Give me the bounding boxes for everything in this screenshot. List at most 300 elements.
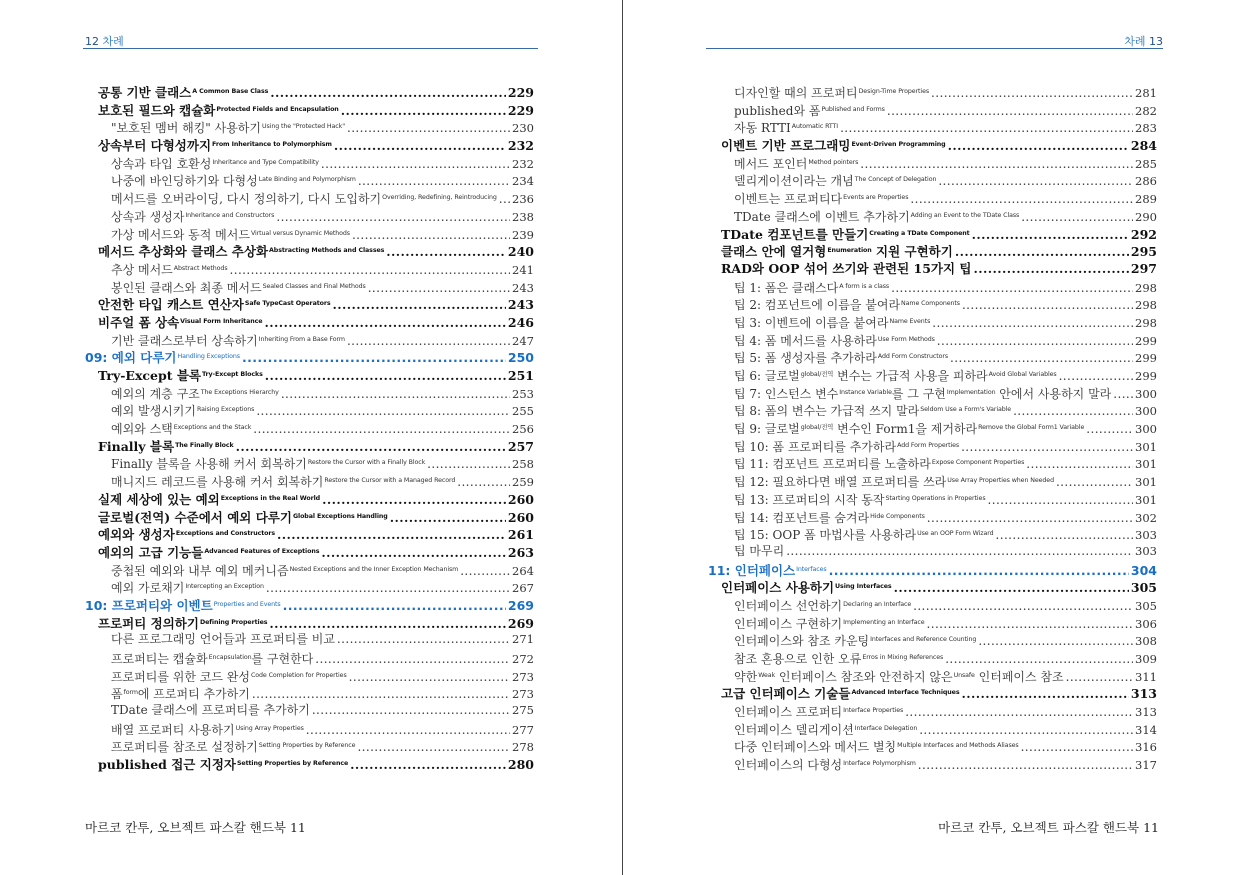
toc-entry-english-subtitle: Interface Properties bbox=[843, 707, 904, 715]
toc-entry-title bbox=[98, 437, 234, 455]
toc-page-number: 282 bbox=[1135, 103, 1157, 118]
toc-leader-dots bbox=[266, 580, 510, 596]
toc-section-entry bbox=[708, 136, 1157, 154]
toc-leader-dots bbox=[321, 156, 510, 172]
toc-leader-dots bbox=[334, 137, 506, 154]
toc-subsection-entry bbox=[708, 437, 1157, 455]
toc-entry-english-subtitle: Nested Exceptions and the Inner Exception Mechanism bbox=[289, 565, 459, 573]
toc-list-right bbox=[708, 83, 1157, 773]
toc-subsection-entry bbox=[85, 649, 534, 667]
toc-page-number: 275 bbox=[512, 703, 534, 718]
toc-entry-title-text: TDate 클래스에 이벤트 추가하기 bbox=[734, 209, 910, 224]
toc-section-entry bbox=[85, 313, 534, 331]
toc-page-number: 281 bbox=[1135, 86, 1157, 100]
toc-subsection-entry bbox=[85, 737, 534, 755]
toc-entry-title bbox=[734, 83, 929, 101]
toc-section-entry bbox=[708, 260, 1157, 278]
toc-entry-title bbox=[721, 260, 972, 278]
toc-subsection-entry bbox=[85, 260, 534, 278]
toc-page-number: 243 bbox=[512, 280, 534, 295]
toc-entry-title-text: 팁 9: 글로벌 bbox=[734, 422, 800, 437]
toc-entry-title bbox=[734, 490, 986, 508]
toc-subsection-entry bbox=[708, 313, 1157, 331]
toc-leader-dots bbox=[945, 651, 1133, 667]
toc-entry-title-text: 배열 프로퍼티 사용하기 bbox=[111, 722, 235, 737]
toc-leader-dots bbox=[972, 226, 1129, 243]
toc-entry-english-subtitle: Encapsulation bbox=[208, 654, 252, 661]
toc-entry-english-subtitle: Properties and Events bbox=[213, 600, 281, 608]
toc-page-number: 289 bbox=[1135, 192, 1157, 207]
toc-entry-english-subtitle: From Inheritance to Polymorphism bbox=[212, 141, 332, 149]
toc-entry-title bbox=[111, 331, 345, 349]
toc-entry-english-subtitle: global/전역 bbox=[800, 371, 834, 378]
header-page-number: 12 bbox=[85, 35, 99, 48]
toc-page-number: 292 bbox=[1130, 226, 1157, 242]
toc-entry-title-text: 메서드를 오버라이딩, 다시 정의하기, 다시 도입하기 bbox=[111, 192, 382, 207]
toc-entry-title bbox=[734, 331, 935, 349]
toc-entry-title bbox=[98, 295, 331, 313]
toc-entry-title-text: 폼 bbox=[111, 687, 123, 702]
toc-entry-english-subtitle: Overriding, Redefining, Reintroducing bbox=[382, 194, 497, 202]
toc-entry-title-text: 추상 메서드 bbox=[111, 262, 173, 277]
toc-leader-dots bbox=[427, 456, 510, 472]
toc-entry-title-text: 지원 구현하기 bbox=[871, 244, 953, 260]
toc-entry-title bbox=[734, 419, 1084, 437]
toc-entry-title bbox=[721, 225, 970, 243]
toc-entry-english-subtitle: Enumeration bbox=[827, 247, 872, 255]
toc-entry-title-text: 인터페이스와 참조 카운팅 bbox=[734, 634, 870, 649]
toc-entry-title-text: 실제 세상에 있는 예외 bbox=[98, 491, 220, 507]
toc-page-number: 308 bbox=[1135, 634, 1157, 649]
toc-entry-title bbox=[111, 278, 366, 296]
toc-entry-english-subtitle: Name Components bbox=[901, 300, 960, 308]
toc-subsection-entry bbox=[85, 561, 534, 579]
toc-subsection-entry bbox=[85, 472, 534, 490]
toc-leader-dots bbox=[905, 704, 1133, 720]
toc-leader-dots bbox=[950, 350, 1133, 366]
toc-entry-title-text: 프로퍼티를 참조로 설정하기 bbox=[111, 740, 258, 755]
toc-entry-english-subtitle: Using Array Properties bbox=[235, 724, 304, 732]
toc-leader-dots bbox=[270, 84, 506, 101]
toc-entry-title bbox=[734, 525, 994, 543]
header-page-number: 13 bbox=[1149, 35, 1163, 48]
toc-leader-dots bbox=[347, 120, 510, 136]
toc-entry-english-subtitle: Raising Exceptions bbox=[196, 406, 255, 414]
toc-entry-english-subtitle: Seldom Use a Form's Variable bbox=[920, 406, 1012, 414]
toc-entry-title bbox=[734, 614, 925, 632]
toc-entry-title-text: 가상 메서드와 동적 메서드 bbox=[111, 227, 250, 242]
toc-subsection-entry bbox=[708, 702, 1157, 720]
toc-entry-english-subtitle: Virtual versus Dynamic Methods bbox=[250, 229, 350, 237]
toc-subsection-entry bbox=[85, 401, 534, 419]
toc-entry-title-text: 상속과 생성자 bbox=[111, 209, 185, 224]
toc-page-number: 267 bbox=[512, 581, 534, 596]
toc-leader-dots bbox=[265, 367, 506, 384]
toc-subsection-entry bbox=[708, 649, 1157, 667]
toc-entry-english-subtitle: Interfaces and Reference Counting bbox=[870, 636, 977, 644]
toc-page-number: 311 bbox=[1135, 669, 1157, 684]
toc-page-number: 264 bbox=[512, 563, 534, 578]
toc-entry-title-text: TDate 컴포넌트를 만들기 bbox=[721, 226, 869, 242]
toc-entry-title bbox=[734, 118, 838, 136]
toc-subsection-entry bbox=[708, 631, 1157, 649]
toc-subsection-entry bbox=[85, 331, 534, 349]
toc-entry-english-subtitle: Hide Components bbox=[870, 512, 925, 520]
toc-leader-dots bbox=[937, 333, 1133, 349]
toc-page-number: 260 bbox=[507, 491, 534, 507]
toc-entry-english-subtitle: Creating a TDate Component bbox=[869, 229, 970, 237]
toc-entry-title-text: 중첩된 예외와 내부 예외 메커니즘 bbox=[111, 563, 289, 578]
toc-entry-english-subtitle: Abstract Methods bbox=[173, 264, 228, 272]
toc-entry-english-subtitle: Name Events bbox=[889, 317, 931, 325]
toc-entry-english-subtitle: Erros in Mixing References bbox=[862, 654, 944, 661]
toc-entry-title bbox=[734, 631, 976, 649]
toc-leader-dots bbox=[1086, 421, 1133, 437]
toc-entry-title bbox=[111, 207, 274, 225]
toc-entry-title-text: "보호된 멤버 해킹" 사용하기 bbox=[111, 121, 261, 136]
toc-leader-dots bbox=[860, 156, 1133, 172]
toc-page-number: 313 bbox=[1130, 686, 1157, 702]
toc-entry-title bbox=[734, 207, 1019, 225]
toc-leader-dots bbox=[276, 209, 510, 225]
toc-leader-dots bbox=[337, 631, 510, 649]
toc-entry-title bbox=[98, 366, 263, 384]
toc-entry-title-text: 인터페이스 델리게이션 bbox=[734, 722, 854, 737]
toc-leader-dots bbox=[894, 579, 1129, 596]
toc-entry-title bbox=[111, 260, 228, 278]
toc-entry-title-text: 에 프로퍼티 추가하기 bbox=[137, 687, 250, 702]
toc-page-number: 246 bbox=[507, 314, 534, 330]
toc-leader-dots bbox=[358, 173, 510, 189]
toc-leader-dots bbox=[230, 262, 511, 278]
toc-entry-title-text: 다른 프로그래밍 언어들과 프로퍼티를 비교 bbox=[111, 632, 335, 647]
toc-page-number: 297 bbox=[1130, 260, 1157, 276]
toc-subsection-entry bbox=[85, 207, 534, 225]
toc-section-entry bbox=[708, 684, 1157, 702]
toc-leader-dots bbox=[386, 243, 506, 260]
toc-entry-title bbox=[111, 631, 335, 649]
toc-entry-english-subtitle: The Concept of Delegation bbox=[854, 176, 937, 184]
toc-subsection-entry bbox=[85, 631, 534, 649]
toc-entry-english-subtitle: Inheriting From a Base Form bbox=[258, 335, 345, 343]
toc-entry-title bbox=[721, 684, 959, 702]
toc-entry-title bbox=[734, 472, 1054, 490]
toc-page-number: 304 bbox=[1130, 562, 1157, 578]
toc-page-number: 271 bbox=[512, 632, 534, 647]
toc-entry-english-subtitle: Try-Except Blocks bbox=[202, 371, 263, 378]
toc-leader-dots bbox=[931, 85, 1133, 101]
toc-subsection-entry bbox=[708, 614, 1157, 632]
toc-entry-english-subtitle: Multiple Interfaces and Methods Aliases bbox=[897, 742, 1019, 750]
toc-entry-title-text: 이벤트 기반 프로그래밍 bbox=[721, 138, 851, 154]
toc-entry-title bbox=[111, 189, 497, 207]
toc-entry-title bbox=[111, 702, 310, 720]
toc-entry-title-text: published 접근 지정자 bbox=[98, 757, 236, 773]
toc-entry-title-text: 를 구현한다 bbox=[251, 652, 314, 666]
toc-page-number: 305 bbox=[1130, 580, 1157, 596]
toc-subsection-entry bbox=[708, 755, 1157, 773]
toc-section-entry bbox=[85, 490, 534, 508]
toc-leader-dots bbox=[499, 191, 510, 207]
toc-page-number: 314 bbox=[1135, 722, 1157, 737]
toc-entry-title-text: 나중에 바인딩하기와 다형성 bbox=[111, 174, 258, 189]
toc-entry-title-text: 팁 6: 글로벌 bbox=[734, 369, 800, 383]
toc-leader-dots bbox=[312, 702, 510, 720]
toc-entry-title-text: 메서드 포인터 bbox=[734, 156, 808, 171]
toc-page-number: 241 bbox=[512, 262, 534, 277]
toc-section-entry bbox=[85, 242, 534, 260]
toc-entry-english-subtitle: Inheritance and Constructors bbox=[185, 211, 275, 219]
toc-entry-title bbox=[734, 720, 917, 738]
toc-entry-english-subtitle: Exceptions in the Real World bbox=[220, 494, 321, 502]
toc-subsection-entry bbox=[85, 667, 534, 685]
right-page bbox=[623, 0, 1246, 875]
toc-subsection-entry bbox=[708, 472, 1157, 490]
toc-page-number: 257 bbox=[507, 438, 534, 454]
toc-leader-dots bbox=[253, 421, 510, 437]
toc-entry-title-text: 10: 프로퍼티와 이벤트 bbox=[85, 597, 213, 613]
toc-entry-title-text: 프로퍼티는 캡슐화 bbox=[111, 652, 208, 666]
toc-page-number: 290 bbox=[1135, 209, 1157, 224]
toc-entry-title-text: 팁 7: 인스턴스 변수 bbox=[734, 386, 839, 401]
toc-page-number: 286 bbox=[1135, 174, 1157, 189]
toc-entry-title bbox=[734, 313, 930, 331]
toc-entry-title bbox=[111, 720, 304, 738]
toc-subsection-entry bbox=[708, 596, 1157, 614]
toc-entry-title bbox=[111, 737, 355, 755]
toc-page-number: 261 bbox=[507, 527, 534, 543]
toc-entry-english-subtitle: Late Binding and Polymorphism bbox=[258, 176, 356, 184]
toc-leader-dots bbox=[347, 333, 510, 349]
toc-entry-title-text: 팁 15: OOP 폼 마법사를 사용하라 bbox=[734, 528, 917, 543]
toc-page-number: 300 bbox=[1135, 404, 1157, 419]
toc-page-number: 280 bbox=[507, 757, 534, 773]
toc-leader-dots bbox=[306, 722, 510, 738]
toc-entry-english-subtitle: Design-Time Properties bbox=[858, 88, 930, 95]
toc-entry-title bbox=[85, 348, 240, 366]
toc-entry-english-subtitle: Interface Delegation bbox=[854, 724, 918, 732]
toc-entry-english-subtitle: Automatic RTTI bbox=[791, 123, 839, 131]
toc-leader-dots bbox=[1021, 739, 1133, 755]
toc-subsection-entry bbox=[708, 401, 1157, 419]
toc-leader-dots bbox=[918, 757, 1133, 773]
toc-chapter-entry bbox=[708, 561, 1157, 579]
toc-page-number: 299 bbox=[1135, 369, 1157, 383]
toc-entry-title-text: 다중 인터페이스와 메서드 별칭 bbox=[734, 740, 897, 755]
page-header-left bbox=[85, 33, 124, 49]
toc-subsection-entry bbox=[708, 171, 1157, 189]
toc-leader-dots bbox=[927, 616, 1134, 632]
toc-page-number: 260 bbox=[507, 509, 534, 525]
toc-leader-dots bbox=[281, 386, 510, 402]
toc-leader-dots bbox=[242, 349, 506, 366]
toc-leader-dots bbox=[786, 543, 1133, 561]
toc-leader-dots bbox=[1013, 403, 1133, 419]
toc-leader-dots bbox=[948, 137, 1129, 154]
toc-section-entry bbox=[85, 508, 534, 526]
toc-entry-title-text: 프로퍼티를 위한 코드 완성 bbox=[111, 669, 250, 684]
toc-entry-english-subtitle: Events are Properties bbox=[843, 194, 909, 202]
toc-entry-title-text: Try-Except 블록 bbox=[98, 368, 201, 383]
toc-entry-title-text: 디자인할 때의 프로퍼티 bbox=[734, 86, 858, 100]
toc-entry-title-text: 팁 11: 컴포넌트 프로퍼티를 노출하라 bbox=[734, 457, 931, 472]
toc-entry-english-subtitle: Restore the Cursor with a Managed Record bbox=[324, 477, 456, 485]
toc-entry-title bbox=[98, 508, 388, 526]
toc-entry-title bbox=[98, 525, 275, 543]
toc-entry-title-text: published와 폼 bbox=[734, 103, 821, 118]
toc-entry-title-text: 비주얼 폼 상속 bbox=[98, 314, 180, 330]
toc-entry-title bbox=[98, 755, 348, 773]
toc-entry-title bbox=[734, 295, 960, 313]
toc-leader-dots bbox=[962, 297, 1133, 313]
toc-leader-dots bbox=[938, 173, 1133, 189]
toc-entry-english-subtitle: Adding an Event to the TDate Class bbox=[910, 211, 1020, 219]
toc-entry-title-text: 예외 가로채기 bbox=[111, 581, 185, 596]
toc-entry-title-text: 프로퍼티 정의하기 bbox=[98, 615, 199, 631]
toc-page-number: 247 bbox=[512, 333, 534, 348]
toc-leader-dots bbox=[236, 438, 506, 455]
toc-entry-english-subtitle: Method pointers bbox=[808, 158, 859, 166]
toc-page-number: 243 bbox=[507, 297, 534, 313]
toc-leader-dots bbox=[341, 102, 506, 119]
toc-entry-title-text: 고급 인터페이스 기술들 bbox=[721, 686, 851, 702]
toc-page-number: 298 bbox=[1135, 280, 1157, 295]
toc-entry-english-subtitle: Advanced Interface Techniques bbox=[851, 689, 960, 697]
toc-leader-dots bbox=[1056, 474, 1133, 490]
toc-entry-title bbox=[734, 543, 784, 561]
toc-subsection-entry bbox=[708, 525, 1157, 543]
toc-leader-dots bbox=[350, 756, 506, 773]
toc-entry-title-text: 클래스 안에 열거형 bbox=[721, 244, 827, 260]
toc-page-number: 229 bbox=[507, 85, 534, 100]
toc-entry-title bbox=[98, 490, 320, 508]
toc-page-number: 317 bbox=[1135, 758, 1157, 773]
toc-page-number: 258 bbox=[512, 457, 534, 472]
toc-subsection-entry bbox=[85, 720, 534, 738]
toc-entry-english-subtitle: Handling Exceptions bbox=[177, 353, 240, 361]
toc-subsection-entry bbox=[708, 295, 1157, 313]
toc-subsection-entry bbox=[708, 118, 1157, 136]
toc-subsection-entry bbox=[708, 720, 1157, 738]
toc-leader-dots bbox=[988, 492, 1134, 508]
toc-entry-title-text: Finally 블록 bbox=[98, 438, 175, 454]
toc-page-number: 283 bbox=[1135, 121, 1157, 136]
toc-entry-title bbox=[734, 384, 1111, 402]
toc-entry-title-text: 인터페이스 선언하기 bbox=[734, 598, 843, 613]
toc-leader-dots bbox=[910, 191, 1133, 207]
toc-leader-dots bbox=[333, 296, 506, 313]
toc-entry-english-subtitle: Abstracting Methods and Classes bbox=[269, 247, 385, 255]
toc-page-number: 316 bbox=[1135, 740, 1157, 755]
toc-entry-title-text: 상속부터 다형성까지 bbox=[98, 138, 212, 154]
toc-leader-dots bbox=[955, 243, 1129, 260]
toc-entry-title bbox=[734, 278, 889, 296]
toc-leader-dots bbox=[1021, 209, 1133, 225]
toc-subsection-entry bbox=[85, 118, 534, 136]
toc-entry-english-subtitle: Sealed Classes and Final Methods bbox=[262, 282, 366, 290]
toc-subsection-entry bbox=[708, 384, 1157, 402]
page-footer-left: 마르코 칸투, 오브젝트 파스칼 핸드북 11 bbox=[85, 820, 306, 835]
toc-section-entry bbox=[85, 543, 534, 561]
toc-leader-dots bbox=[283, 597, 506, 614]
toc-page-number: 251 bbox=[507, 368, 534, 383]
toc-subsection-entry bbox=[708, 154, 1157, 172]
toc-page-number: 259 bbox=[512, 475, 534, 490]
toc-entry-english-subtitle: Defining Properties bbox=[199, 618, 268, 626]
toc-entry-title-text: 매니지드 레코드를 사용해 커서 회복하기 bbox=[111, 475, 324, 490]
toc-page-number: 277 bbox=[512, 722, 534, 737]
toc-entry-title-text: 11: 인터페이스 bbox=[708, 562, 796, 578]
toc-entry-title bbox=[734, 171, 936, 189]
toc-entry-title-text: 참조 혼용으로 인한 오류 bbox=[734, 652, 862, 666]
toc-entry-english-subtitle: Inheritance and Type Compatibility bbox=[212, 158, 319, 166]
toc-subsection-entry bbox=[85, 225, 534, 243]
toc-entry-english-subtitle: Expose Component Properties bbox=[931, 459, 1025, 467]
toc-subsection-entry bbox=[708, 101, 1157, 119]
toc-entry-title bbox=[111, 649, 313, 667]
toc-section-entry bbox=[708, 242, 1157, 260]
toc-entry-title bbox=[734, 596, 911, 614]
toc-subsection-entry bbox=[85, 171, 534, 189]
toc-leader-dots bbox=[978, 633, 1133, 649]
toc-subsection-entry bbox=[708, 667, 1157, 685]
toc-subsection-entry bbox=[708, 83, 1157, 101]
toc-subsection-entry bbox=[85, 454, 534, 472]
toc-entry-title bbox=[734, 702, 903, 720]
toc-entry-title-text: 이벤트는 프로퍼티다 bbox=[734, 192, 843, 207]
toc-section-entry bbox=[85, 101, 534, 119]
toc-leader-dots bbox=[1026, 456, 1133, 472]
toc-page-number: 298 bbox=[1135, 298, 1157, 313]
toc-entry-title-text: 팁 13: 프로퍼티의 시작 동작 bbox=[734, 492, 885, 507]
toc-entry-english-subtitle: The Exceptions Hierarchy bbox=[200, 388, 279, 396]
toc-entry-title-text: 인터페이스 참조와 안전하지 않은 bbox=[775, 669, 953, 684]
toc-entry-english-subtitle: Unsafe bbox=[953, 671, 975, 679]
toc-entry-title-text: 변수인 Form1을 제거하라 bbox=[833, 422, 978, 437]
toc-leader-dots bbox=[277, 526, 506, 543]
toc-entry-title bbox=[734, 101, 885, 119]
toc-entry-title bbox=[111, 171, 356, 189]
toc-entry-english-subtitle: A Common Base Class bbox=[192, 88, 269, 95]
toc-entry-title bbox=[734, 667, 1064, 685]
toc-entry-title bbox=[98, 136, 332, 154]
toc-leader-dots bbox=[829, 562, 1129, 579]
toc-entry-english-subtitle: Advanced Features of Exceptions bbox=[204, 547, 320, 555]
toc-leader-dots bbox=[390, 509, 506, 526]
toc-leader-dots bbox=[891, 280, 1133, 296]
toc-entry-english-subtitle: Published and Forms bbox=[821, 105, 885, 113]
toc-subsection-entry bbox=[708, 331, 1157, 349]
toc-entry-title-text: 팁 14: 컴포넌트를 숨겨라 bbox=[734, 510, 870, 525]
toc-subsection-entry bbox=[708, 278, 1157, 296]
toc-entry-title-text: 예외와 스택 bbox=[111, 422, 173, 437]
toc-leader-dots bbox=[357, 739, 510, 755]
toc-leader-dots bbox=[996, 527, 1134, 543]
toc-subsection-entry bbox=[708, 543, 1157, 561]
toc-entry-title bbox=[111, 667, 347, 685]
toc-entry-title-text: 팁 10: 폼 프로퍼티를 추가하라 bbox=[734, 439, 897, 454]
header-rule bbox=[706, 48, 1163, 49]
toc-leader-dots bbox=[1059, 368, 1133, 384]
toc-subsection-entry bbox=[708, 490, 1157, 508]
toc-entry-english-subtitle: Use Form Methods bbox=[877, 335, 935, 343]
toc-entry-title bbox=[734, 755, 916, 773]
toc-entry-title-text: 델리게이션이라는 개념 bbox=[734, 174, 854, 189]
toc-entry-title-text: 보호된 필드와 캡슐화 bbox=[98, 102, 216, 118]
toc-page-number: 299 bbox=[1135, 333, 1157, 348]
toc-entry-english-subtitle: Implementation bbox=[946, 388, 996, 396]
toc-page-number: 301 bbox=[1135, 492, 1157, 507]
